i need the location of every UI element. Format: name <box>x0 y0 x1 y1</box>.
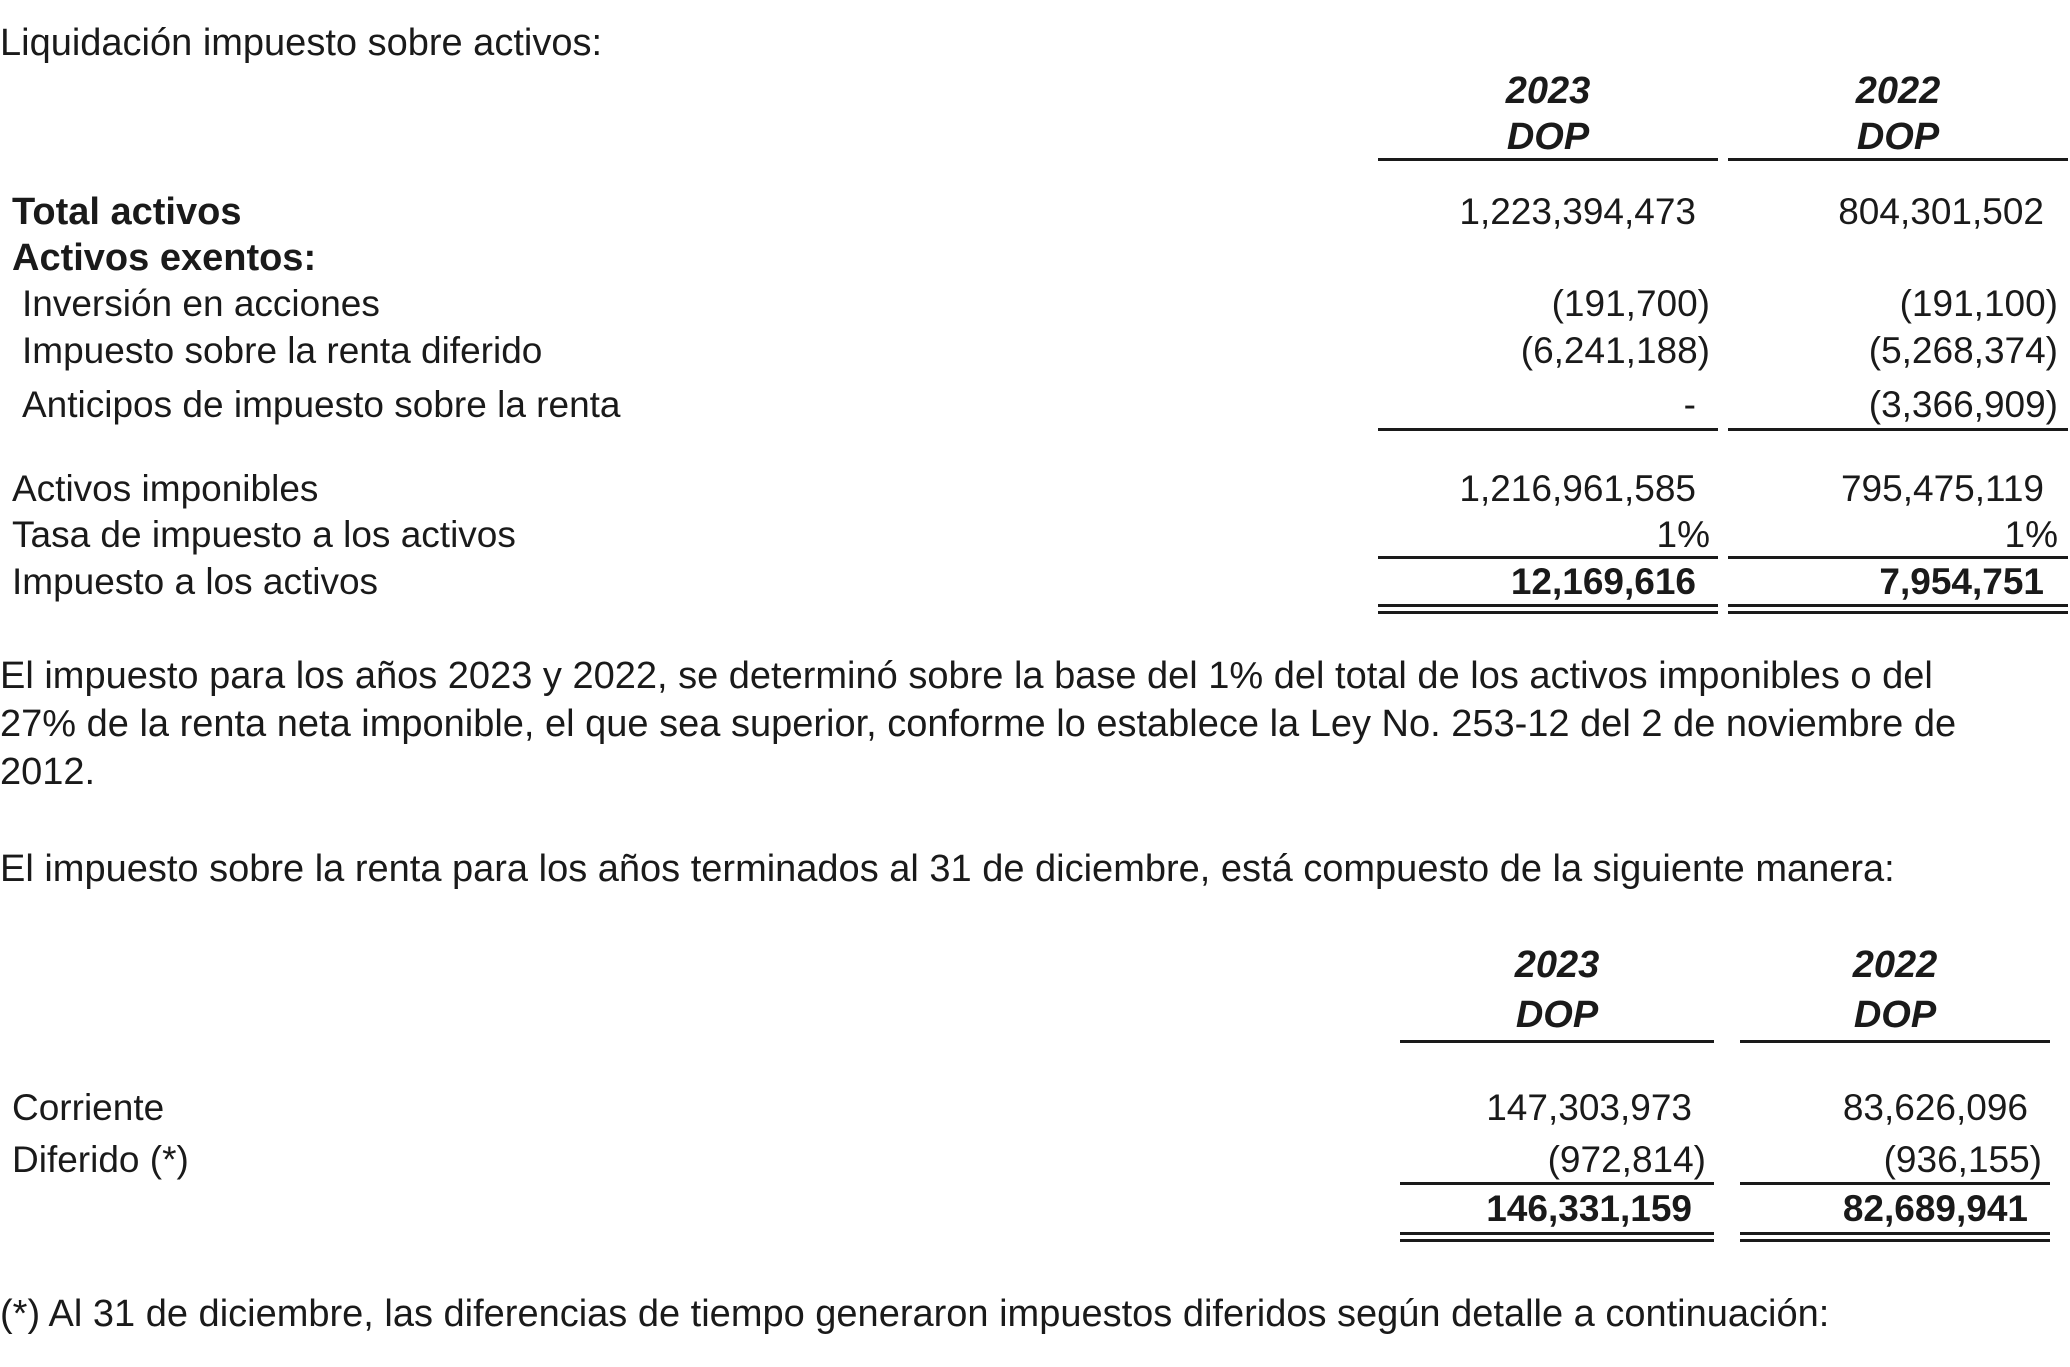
header-year-2023: 2023 <box>1505 70 1591 112</box>
t2-row-label-corriente: Corriente <box>12 1087 165 1128</box>
value-2022-anticipos: (3,366,909) <box>1868 384 2058 425</box>
paragraph-line-2: 27% de la renta neta imponible, el que sea superior, conforme lo establece la Ley No. 253-12 del 2 de noviembre de <box>0 703 1957 745</box>
double-rule-bottom-2022 <box>1728 611 2068 614</box>
t2-header-rule-2023 <box>1400 1040 1714 1043</box>
t2-header-rule-2022 <box>1740 1040 2050 1043</box>
double-rule-top-2023 <box>1378 604 1718 607</box>
paragraph-line-3: 2012. <box>0 751 96 793</box>
t2-value-2023-diferido: (972,814) <box>1547 1139 1706 1180</box>
subtotal-rule-2022 <box>1728 428 2068 431</box>
t2-value-2022-total: 82,689,941 <box>1842 1188 2028 1229</box>
header-currency-2022: DOP <box>1856 116 1940 158</box>
t2-total-top-rule-2023 <box>1400 1182 1714 1185</box>
value-2023-total-activos: 1,223,394,473 <box>1459 191 1696 232</box>
t2-double-rule-top-2023 <box>1400 1232 1714 1235</box>
paragraph-line-1: El impuesto para los años 2023 y 2022, se determinó sobre la base del 1% del total de los activos imponibles o del <box>0 655 1933 697</box>
row-label-anticipos: Anticipos de impuesto sobre la renta <box>22 384 621 425</box>
value-2023-inversion-acciones: (191,700) <box>1551 283 1710 324</box>
t2-total-top-rule-2022 <box>1740 1182 2050 1185</box>
t2-double-rule-bottom-2022 <box>1740 1239 2050 1242</box>
footnote: (*) Al 31 de diciembre, las diferencias de tiempo generaron impuestos diferidos según detalle a continuación: <box>0 1293 1830 1335</box>
value-2022-tasa-impuesto: 1% <box>2004 514 2058 555</box>
paragraph-tax-basis <box>0 652 1956 796</box>
row-label-activos-imponibles: Activos imponibles <box>12 468 319 509</box>
double-rule-bottom-2023 <box>1378 611 1718 614</box>
value-2023-activos-imponibles: 1,216,961,585 <box>1459 468 1696 509</box>
value-2023-anticipos: - <box>1683 384 1696 425</box>
header-rule-2023 <box>1378 158 1718 161</box>
section-title: Liquidación impuesto sobre activos: <box>0 22 603 64</box>
subtotal-rule-2023 <box>1378 428 1718 431</box>
t2-value-2022-diferido: (936,155) <box>1883 1139 2042 1180</box>
value-2023-impuesto-activos: 12,169,616 <box>1510 561 1696 602</box>
t2-value-2023-corriente: 147,303,973 <box>1486 1087 1692 1128</box>
t2-header-year-2022: 2022 <box>1852 944 1938 986</box>
t2-header-currency-2023: DOP <box>1515 994 1599 1036</box>
value-2022-total-activos: 804,301,502 <box>1838 191 2044 232</box>
total-top-rule-2022 <box>1728 556 2068 559</box>
header-rule-2022 <box>1728 158 2068 161</box>
row-label-impuesto-activos: Impuesto a los activos <box>12 561 379 602</box>
t2-header-currency-2022: DOP <box>1853 994 1937 1036</box>
t2-double-rule-bottom-2023 <box>1400 1239 1714 1242</box>
t2-header-year-2023: 2023 <box>1514 944 1600 986</box>
row-label-tasa-impuesto: Tasa de impuesto a los activos <box>12 514 516 555</box>
t2-value-2023-total: 146,331,159 <box>1486 1188 1692 1229</box>
row-label-activos-exentos: Activos exentos: <box>12 237 317 279</box>
row-label-impuesto-renta-diferido: Impuesto sobre la renta diferido <box>22 330 543 371</box>
value-2022-impuesto-renta-diferido: (5,268,374) <box>1868 330 2058 371</box>
double-rule-top-2022 <box>1728 604 2068 607</box>
header-currency-2023: DOP <box>1506 116 1590 158</box>
paragraph-income-tax: El impuesto sobre la renta para los años terminados al 31 de diciembre, está compuesto de la siguiente manera: <box>0 848 1895 890</box>
value-2022-inversion-acciones: (191,100) <box>1899 283 2058 324</box>
t2-value-2022-corriente: 83,626,096 <box>1842 1087 2028 1128</box>
total-top-rule-2023 <box>1378 556 1718 559</box>
t2-row-label-diferido: Diferido (*) <box>12 1139 189 1180</box>
value-2022-activos-imponibles: 795,475,119 <box>1840 468 2044 509</box>
value-2022-impuesto-activos: 7,954,751 <box>1879 561 2044 602</box>
value-2023-impuesto-renta-diferido: (6,241,188) <box>1520 330 1710 371</box>
row-label-total-activos: Total activos <box>12 191 242 233</box>
header-year-2022: 2022 <box>1855 70 1941 112</box>
value-2023-tasa-impuesto: 1% <box>1656 514 1710 555</box>
row-label-inversion-acciones: Inversión en acciones <box>22 283 380 324</box>
t2-double-rule-top-2022 <box>1740 1232 2050 1235</box>
